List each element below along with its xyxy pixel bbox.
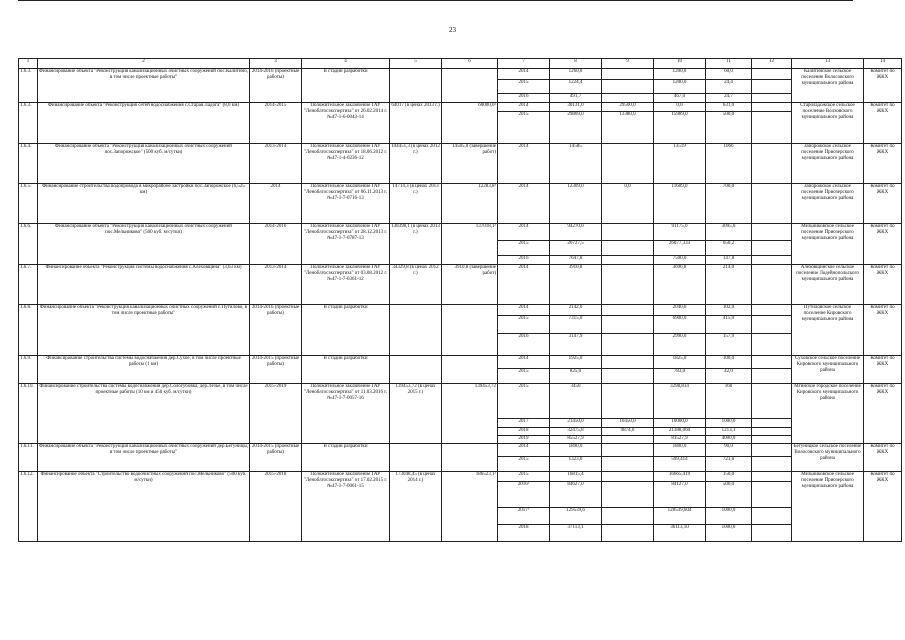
project-name: Финансирование объекта "Реконструкция сетей водоснабжения с.Старая Ладога" (8,0 км) <box>38 103 250 144</box>
expert-review: Положительное заключение ГАУ "Леноблгосэкспертиза" от 06.11.2013 г. №47-1-7-0716-13 <box>302 184 390 224</box>
other-amount <box>752 508 792 525</box>
regional-amount: 1200,0 <box>654 80 706 94</box>
item-number: 1.6.10. <box>19 384 38 444</box>
local-amount: 24,7 <box>706 94 752 103</box>
total-amount: 94270,0 <box>550 224 602 241</box>
year: 2014 <box>498 444 550 457</box>
recipient: Калитинское сельское поселение Волосовского муниципального района <box>792 69 864 103</box>
item-number: 1.6.12. <box>19 472 38 542</box>
expert-review: Положительное заключение ГАУ "Леноблгосэкспертиза" от 03.08.2012 г. №47-1-7-0361-12 <box>302 265 390 305</box>
federal-amount: 29500,0 <box>602 103 654 112</box>
item-number: 1.6.11. <box>19 444 38 472</box>
federal-amount <box>602 369 654 384</box>
recipient: Мгинское городское поселение Кировского муниципального района <box>792 384 864 444</box>
total-amount: 37113,1 <box>550 525 602 542</box>
table-row <box>19 384 902 419</box>
year: 2014 <box>498 356 550 369</box>
federal-amount <box>602 436 654 444</box>
total-amount: 7315,0 <box>550 316 602 334</box>
local-amount: 3095,0 <box>706 224 752 241</box>
project-name: Финансирование объекта "Строительство водоочистных сооружений пос.Мельниково" (500 куб. м/сутки) <box>38 472 250 542</box>
estimated-cost: 173048,45 (в ценах 2014 г.) <box>390 472 442 542</box>
column-number-11: 11 <box>706 59 752 69</box>
year: 2017 <box>498 419 550 428</box>
item-number: 1.6.8. <box>19 305 38 356</box>
other-amount <box>752 316 792 334</box>
total-amount: 29869,0 <box>550 112 602 144</box>
other-amount <box>752 428 792 436</box>
federal-amount <box>602 525 654 542</box>
federal-amount <box>602 144 654 184</box>
year: 2018 <box>498 525 550 542</box>
total-amount: 7647,8 <box>550 256 602 265</box>
federal-amount <box>602 356 654 369</box>
federal-amount <box>602 316 654 334</box>
estimated-cost <box>390 305 442 356</box>
project-name: Финансирование строительства системы водоснабжения дер.Сологубовка, дер.Лезье, в том числе проектные работы (10 км и 450 куб. м/сутки) <box>38 384 250 444</box>
other-amount <box>752 184 792 224</box>
project-name: Финансирование строительства водопровода в микрорайоне застройки пос.Запорожское (6,525 км) <box>38 184 250 224</box>
implementation-years: 2015-2018 <box>250 472 302 542</box>
expert-review: Положительное заключение ГАУ "Леноблгосэкспертиза" от 28.12.2013 г. №47-1-7-0787-13 <box>302 224 390 265</box>
total-amount: 12309,0 <box>550 184 602 224</box>
regional-amount: 467,0 <box>654 94 706 103</box>
other-amount <box>752 525 792 542</box>
other-amount <box>752 80 792 94</box>
estimated-cost <box>390 69 442 103</box>
remaining-cost <box>442 305 498 356</box>
total-amount: 16815,4 <box>550 472 602 482</box>
year: 2015 <box>498 457 550 472</box>
column-number-13: 13 <box>792 59 864 69</box>
top-rule <box>18 0 853 2</box>
total-amount: 1323,0 <box>550 457 602 472</box>
year: 2016 <box>498 256 550 265</box>
estimated-cost: 34329,8 (в ценах 2012 г.) <box>390 265 442 305</box>
local-amount: 650,2 <box>706 241 752 256</box>
responsible-agency: Комитет по ЖКХ <box>864 384 902 444</box>
implementation-years: 2014-2016 (проектные работы) <box>250 305 302 356</box>
estimated-cost: 104451,3 (в ценах 2012 г.) <box>390 144 442 184</box>
local-amount: 150,0 <box>706 472 752 482</box>
federal-amount <box>602 265 654 305</box>
year: 2015 <box>498 384 550 419</box>
expert-review: В стадии разработки <box>302 69 390 103</box>
implementation-years: 2014-2015 <box>250 103 302 144</box>
remaining-cost: 139453,72 <box>442 384 498 444</box>
expert-review: Положительное заключение ГАУ "Леноблгосэкспертиза" от 26.02.2014 г. №47-1-6-0043-14 <box>302 103 390 144</box>
year: 2014 <box>498 305 550 316</box>
remaining-cost: 186523,1² <box>442 472 498 542</box>
local-amount: 90,0 <box>706 444 752 457</box>
year: 2018 <box>498 428 550 436</box>
expert-review: В стадии разработки <box>302 356 390 384</box>
local-amount: 500,0 <box>706 112 752 144</box>
local-amount: 24,4 <box>706 80 752 94</box>
federal-amount <box>602 444 654 457</box>
other-amount <box>752 224 792 241</box>
federal-amount <box>602 94 654 103</box>
year: 2014 <box>498 184 550 224</box>
federal-amount <box>602 69 654 80</box>
regional-amount: 36113,10 <box>654 525 706 542</box>
other-amount <box>752 369 792 384</box>
year: 2015 <box>498 112 550 144</box>
column-number-14: 14 <box>864 59 902 69</box>
regional-amount: 26077,333 <box>654 241 706 256</box>
federal-amount <box>602 256 654 265</box>
remaining-cost: 12283,8² <box>442 184 498 224</box>
responsible-agency: Комитет по ЖКХ <box>864 69 902 103</box>
responsible-agency: Комитет по ЖКХ <box>864 144 902 184</box>
table-row <box>19 184 902 224</box>
page-number: 23 <box>449 26 456 34</box>
project-name: Финансирование строительства системы водоснабжения дер.Сухое, в том числе проектные работы (1 км) <box>38 356 250 384</box>
implementation-years: 2013-2014 <box>250 265 302 305</box>
implementation-years: 2014 <box>250 184 302 224</box>
total-amount: 491,7 <box>550 94 602 103</box>
recipient: Запорожское сельское поселение Приозерского муниципального района <box>792 184 864 224</box>
regional-amount: 3298,814 <box>654 384 706 419</box>
total-amount: 3147,9 <box>550 334 602 356</box>
column-number-8: 8 <box>550 59 602 69</box>
recipient: Староладожское сельское поселение Волховского муниципального района <box>792 103 864 144</box>
total-amount: 26727,5 <box>550 241 602 256</box>
year: 2015 <box>498 80 550 94</box>
remaining-cost <box>442 356 498 384</box>
expert-review: Положительное заключение ГАУ "Леноблгосэкспертиза" от 17.02.2015 г. №47-1-7-0061-15 <box>302 472 390 542</box>
year: 2017² <box>498 508 550 525</box>
implementation-years: 2014-2015 (проектные работы) <box>250 444 302 472</box>
federal-amount: 9874,0 <box>602 428 654 436</box>
recipient: Мельниковское сельское поселение Приозерского муниципального района <box>792 224 864 265</box>
year: 2016¹ <box>498 482 550 508</box>
other-amount <box>752 265 792 305</box>
regional-amount: 21388,060 <box>654 428 706 436</box>
local-amount: 631,0 <box>706 103 752 112</box>
regional-amount: 91175,0 <box>654 224 706 241</box>
local-amount: 1000,0 <box>706 508 752 525</box>
regional-amount: 1800,0 <box>654 444 706 457</box>
other-amount <box>752 69 792 80</box>
year: 2014 <box>498 144 550 184</box>
local-amount: 100,0 <box>706 356 752 369</box>
recipient: Алеховщинское сельское поселение Лодейнопольского муниципального района <box>792 265 864 305</box>
regional-amount: 16665,419 <box>654 472 706 482</box>
item-number: 1.6.4. <box>19 144 38 184</box>
year: 2016 <box>498 334 550 356</box>
other-amount <box>752 334 792 356</box>
total-amount: 84627,0 <box>550 482 602 508</box>
other-amount <box>752 482 792 508</box>
remaining-cost: 137018,1² <box>442 224 498 265</box>
project-name: Финансирование объекта "Реконструкция системы водоснабжения с.Алеховщина" (3,63 км) <box>38 265 250 305</box>
total-amount: 1925,0 <box>550 356 602 369</box>
total-amount: 1260,0 <box>550 69 602 80</box>
recipient: Путиловское сельское поселение Кировского муниципального района <box>792 305 864 356</box>
table-row <box>19 103 902 112</box>
local-amount: 160 <box>706 384 752 419</box>
remaining-cost <box>442 444 498 472</box>
local-amount: 147,8 <box>706 256 752 265</box>
regional-amount: 15989,0 <box>654 112 706 144</box>
local-amount: 157,9 <box>706 334 752 356</box>
responsible-agency: Комитет по ЖКХ <box>864 305 902 356</box>
responsible-agency: Комитет по ЖКХ <box>864 184 902 224</box>
other-amount <box>752 112 792 144</box>
total-amount: 32475,8 <box>550 428 602 436</box>
table-row <box>19 265 902 305</box>
federal-amount <box>602 334 654 356</box>
header-row <box>19 59 902 69</box>
other-amount <box>752 103 792 112</box>
total-amount: 3910,8 <box>550 265 602 305</box>
remaining-cost: 60000,0² <box>442 103 498 144</box>
table-row <box>19 224 902 241</box>
project-name: Финансирование объекта "Реконструкция канализационных очистных сооружений дер.Бегуницы, в том числе проектные работы" <box>38 444 250 472</box>
year: 2014 <box>498 69 550 80</box>
regional-amount: 599,414 <box>654 457 706 472</box>
year: 2015 <box>498 241 550 256</box>
total-amount: 2142,0 <box>550 305 602 316</box>
table-row <box>19 356 902 369</box>
column-number-5: 5 <box>390 59 442 69</box>
implementation-years: 2014-2016 <box>250 224 302 265</box>
regional-amount: 783,0 <box>654 369 706 384</box>
local-amount: 700,0 <box>706 184 752 224</box>
local-amount: 42,0 <box>706 369 752 384</box>
year: 2015 <box>498 316 550 334</box>
project-name: Финансирование объекта "Реконструкция канализационных очистных сооружений с.Путилово, в том числе проектные работы" <box>38 305 250 356</box>
year: 2014 <box>498 224 550 241</box>
regional-amount: 6900,0 <box>654 316 706 334</box>
federal-amount <box>602 241 654 256</box>
year: 2016 <box>498 94 550 103</box>
federal-amount: 10450,0 <box>602 419 654 428</box>
program-table <box>18 58 902 542</box>
other-amount <box>752 256 792 265</box>
expert-review: Положительное заключение ГАУ "Леноблгосэкспертиза" от 11.03.2016 г. №47-1-7-0057-16 <box>302 384 390 444</box>
other-amount <box>752 94 792 103</box>
total-amount: 30131,0 <box>550 103 602 112</box>
federal-amount <box>602 80 654 94</box>
column-number-4: 4 <box>302 59 390 69</box>
remaining-cost <box>442 69 498 103</box>
regional-amount: 7500,0 <box>654 256 706 265</box>
year: 2015 <box>498 472 550 482</box>
year: 2014 <box>498 103 550 112</box>
regional-amount: 13519 <box>654 144 706 184</box>
other-amount <box>752 472 792 482</box>
estimated-cost: 139453,72 (в ценах 2015 г.) <box>390 384 442 444</box>
local-amount: 1213,1 <box>706 428 752 436</box>
total-amount: 129539,6 <box>550 508 602 525</box>
total-amount: 14585 <box>550 144 602 184</box>
recipient: Запорожское сельское поселение Приозерского муниципального района <box>792 144 864 184</box>
column-number-6: 6 <box>442 59 498 69</box>
other-amount <box>752 241 792 256</box>
local-amount: 415,0 <box>706 316 752 334</box>
year: 2019 <box>498 436 550 444</box>
estimated-cost: 138398,1 (в ценах 2013 г.) <box>390 224 442 265</box>
recipient: Суховское сельское поселение Кировского муниципального района <box>792 356 864 384</box>
regional-amount: 10000,0 <box>654 419 706 428</box>
responsible-agency: Комитет по ЖКХ <box>864 444 902 472</box>
item-number: 1.6.3. <box>19 69 38 103</box>
total-amount: 1890,0 <box>550 444 602 457</box>
other-amount <box>752 419 792 428</box>
column-number-9: 9 <box>602 59 654 69</box>
project-name: Финансирование объекта "Реконструкция канализационных очистных сооружений пос.Мельниково" (500 куб. м/сутки) <box>38 224 250 265</box>
other-amount <box>752 436 792 444</box>
column-number-12: 12 <box>752 59 792 69</box>
other-amount <box>752 305 792 316</box>
regional-amount: 2040,0 <box>654 305 706 316</box>
responsible-agency: Комитет по ЖКХ <box>864 356 902 384</box>
estimated-cost <box>390 444 442 472</box>
regional-amount: 1200,0 <box>654 69 706 80</box>
total-amount: 21450,0 <box>550 419 602 428</box>
implementation-years: 2014-2015 (проектные работы) <box>250 356 302 384</box>
project-name: Финансирование объекта "Реконструкция канализационных очистных сооружений пос.Калитино, в том числе проектные работы" <box>38 69 250 103</box>
estimated-cost <box>390 356 442 384</box>
other-amount <box>752 144 792 184</box>
federal-amount: 13380,0 <box>602 112 654 144</box>
table-row <box>19 305 902 316</box>
local-amount: 1000,0 <box>706 525 752 542</box>
estimated-cost: 64017 (в ценах 2013 г.) <box>390 103 442 144</box>
column-number-3: 3 <box>250 59 302 69</box>
item-number: 1.6.6. <box>19 224 38 265</box>
implementation-years: 2014-2016 (проектные работы) <box>250 69 302 103</box>
other-amount <box>752 384 792 419</box>
federal-amount: 0,0 <box>602 184 654 224</box>
local-amount: 214,0 <box>706 265 752 305</box>
year: 2015 <box>498 369 550 384</box>
local-amount: 723,6 <box>706 457 752 472</box>
local-amount: 500,0 <box>706 482 752 508</box>
recipient: Бегуницкое сельское поселение Волосовского муниципального района <box>792 444 864 472</box>
total-amount: 825,0 <box>550 369 602 384</box>
responsible-agency: Комитет по ЖКХ <box>864 224 902 265</box>
regional-amount: 0,0 <box>654 103 706 112</box>
table-row <box>19 444 902 457</box>
local-amount: 60,0 <box>706 69 752 80</box>
regional-amount: 11609,0 <box>654 184 706 224</box>
regional-amount: 1825,0 <box>654 356 706 369</box>
total-amount: 1224,4 <box>550 80 602 94</box>
column-number-1: 1 <box>19 59 38 69</box>
remaining-cost: 14585,0 (завершение работ) <box>442 144 498 184</box>
expert-review: Положительное заключение ГАУ "Леноблгосэкспертиза" от 18.06.2012 г. №47-1-4-0236-12 <box>302 144 390 184</box>
federal-amount <box>602 457 654 472</box>
estimated-cost: 14714,3 (в ценах 2013 г.) <box>390 184 442 224</box>
total-amount: 3450 <box>550 384 602 419</box>
responsible-agency: Комитет по ЖКХ <box>864 265 902 305</box>
project-name: Финансирование объекта "Реконструкция канализационных очистных сооружений пос.Запорожское" (500 куб. м/сутки) <box>38 144 250 184</box>
local-amount: 4000,0 <box>706 436 752 444</box>
table-row <box>19 472 902 482</box>
regional-amount: 81527,9 <box>654 436 706 444</box>
item-number: 1.6.9. <box>19 356 38 384</box>
regional-amount: 128539,604 <box>654 508 706 525</box>
federal-amount <box>602 508 654 525</box>
column-number-10: 10 <box>654 59 706 69</box>
item-number: 1.6.7. <box>19 265 38 305</box>
remaining-cost: 3910,8 (завершение работ) <box>442 265 498 305</box>
table-row <box>19 69 902 80</box>
table-row <box>19 144 902 184</box>
expert-review: В стадии разработки <box>302 444 390 472</box>
local-amount: 1000,0 <box>706 419 752 428</box>
item-number: 1.6.5. <box>19 184 38 224</box>
other-amount <box>752 444 792 457</box>
local-amount: 102,0 <box>706 305 752 316</box>
federal-amount <box>602 305 654 316</box>
other-amount <box>752 356 792 369</box>
implementation-years: 2013-2014 <box>250 144 302 184</box>
expert-review: В стадии разработки <box>302 305 390 356</box>
total-amount: 85527,9 <box>550 436 602 444</box>
federal-amount <box>602 224 654 241</box>
federal-amount <box>602 472 654 482</box>
other-amount <box>752 457 792 472</box>
regional-amount: 2990,0 <box>654 334 706 356</box>
responsible-agency: Комитет по ЖКХ <box>864 472 902 542</box>
column-number-7: 7 <box>498 59 550 69</box>
local-amount: 1066 <box>706 144 752 184</box>
responsible-agency: Комитет по ЖКХ <box>864 103 902 144</box>
year: 2014 <box>498 265 550 305</box>
federal-amount <box>602 482 654 508</box>
column-number-2: 2 <box>38 59 250 69</box>
implementation-years: 2015-2019 <box>250 384 302 444</box>
regional-amount: 3696,8 <box>654 265 706 305</box>
federal-amount <box>602 384 654 419</box>
recipient: Мельниковское сельское поселение Приозерского муниципального района <box>792 472 864 542</box>
regional-amount: 84127,0 <box>654 482 706 508</box>
item-number: 1.6.3. <box>19 103 38 144</box>
